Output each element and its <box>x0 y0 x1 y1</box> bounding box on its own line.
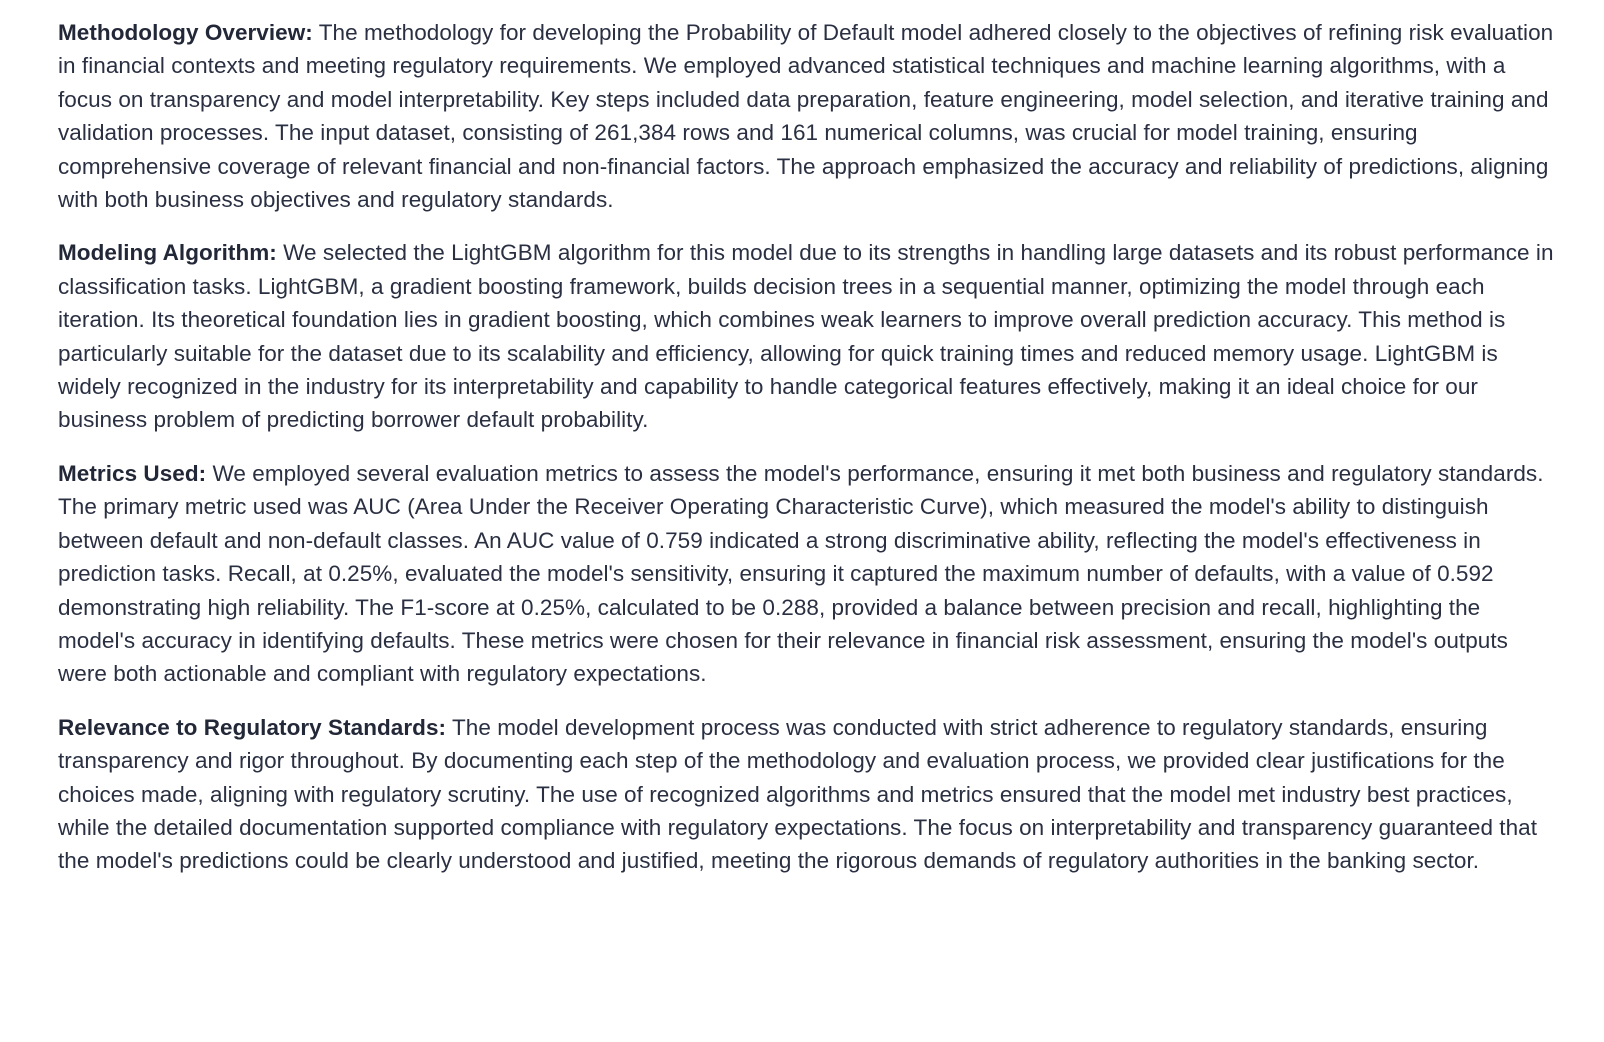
section-body: We selected the LightGBM algorithm for this model due to its strengths in handling large datasets and its robust performance in classification tasks. LightGBM, a gradient boosting framework, builds decision trees in a sequential manner, optimizing the model through each iteration. Its theoretical foundation lies in gradient boosting, which combines weak learners to improve overall prediction accuracy. This method is particularly suitable for the dataset due to its scalability and efficiency, allowing for quick training times and reduced memory usage. LightGBM is widely recognized in the industry for its interpretability and capability to handle categorical features effectively, making it an ideal choice for our business problem of predicting borrower default probability. <box>58 240 1554 433</box>
regulatory-standards-paragraph <box>58 711 1558 878</box>
section-heading: Methodology Overview: <box>58 20 313 45</box>
section-heading: Modeling Algorithm: <box>58 240 277 266</box>
document-body <box>58 16 1558 898</box>
section-heading: Relevance to Regulatory Standards: <box>58 714 447 740</box>
modeling-algorithm-paragraph <box>58 236 1558 436</box>
section-body: We employed several evaluation metrics to assess the model's performance, ensuring it met both business and regulatory standards. The primary metric used was AUC (Area Under the Receiver Operating Characteristic Curve), which measured the model's ability to distinguish between default and non-default classes. An AUC value of 0.759 indicated a strong discriminative ability, reflecting the model's effectiveness in prediction tasks. Recall, at 0.25%, evaluated the model's sensitivity, ensuring it captured the maximum number of defaults, with a value of 0.592 demonstrating high reliability. The F1-score at 0.25%, calculated to be 0.288, provided a balance between precision and recall, highlighting the model's accuracy in identifying defaults. These metrics were chosen for their relevance in financial risk assessment, ensuring the model's outputs were both actionable and compliant with regulatory expectations. <box>58 460 1544 687</box>
section-heading: Metrics Used: <box>58 460 207 486</box>
methodology-overview-paragraph <box>58 16 1558 216</box>
metrics-used-paragraph <box>58 457 1558 691</box>
section-body: The model development process was conducted with strict adherence to regulatory standards, ensuring transparency and rigor throughout. By documenting each step of the methodology and evaluation process, we provided clear justifications for the choices made, aligning with regulatory scrutiny. The use of recognized algorithms and metrics ensured that the model met industry best practices, while the detailed documentation supported compliance with regulatory expectations. The focus on interpretability and transparency guaranteed that the model's predictions could be clearly understood and justified, meeting the rigorous demands of regulatory authorities in the banking sector. <box>58 714 1538 874</box>
section-body: The methodology for developing the Probability of Default model adhered closely to the objectives of refining risk evaluation in financial contexts and meeting regulatory requirements. We employed advanced statistical techniques and machine learning algorithms, with a focus on transparency and model interpretability. Key steps included data preparation, feature engineering, model selection, and iterative training and validation processes. The input dataset, consisting of 261,384 rows and 161 numerical columns, was crucial for model training, ensuring comprehensive coverage of relevant financial and non-financial factors. The approach emphasized the accuracy and reliability of predictions, aligning with both business objectives and regulatory standards. <box>58 20 1554 213</box>
